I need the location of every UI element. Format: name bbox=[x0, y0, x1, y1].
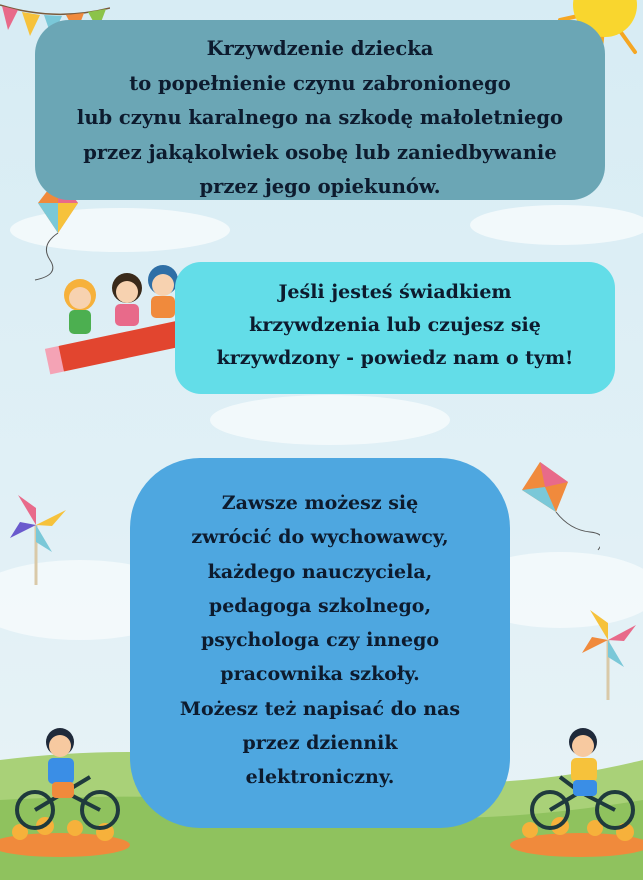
witness-line: krzywdzony - powiedz nam o tym! bbox=[216, 347, 574, 369]
definition-line: Krzywdzenie dziecka bbox=[206, 37, 434, 60]
pinwheel-icon bbox=[8, 490, 68, 585]
definition-line: lub czynu karalnego na szkodę małoletniego bbox=[76, 106, 564, 129]
contact-line: elektroniczny. bbox=[245, 766, 395, 789]
contact-panel bbox=[130, 458, 510, 828]
child-on-bike-illustration bbox=[10, 722, 125, 832]
pinwheel-icon bbox=[578, 605, 638, 700]
definition-panel bbox=[35, 20, 605, 200]
contact-line: zwrócić do wychowawcy, bbox=[191, 526, 449, 549]
contact-line: psychologa czy innego bbox=[200, 629, 440, 652]
definition-line: przez jego opiekunów. bbox=[199, 175, 441, 198]
witness-panel bbox=[175, 262, 615, 394]
witness-line: Jeśli jesteś świadkiem bbox=[278, 281, 512, 303]
kite-icon bbox=[510, 460, 600, 560]
contact-line: każdego nauczyciela, bbox=[207, 560, 433, 583]
contact-line: Możesz też napisać do nas bbox=[179, 697, 461, 720]
witness-line: krzywdzenia lub czujesz się bbox=[249, 314, 541, 336]
contact-line: pedagoga szkolnego, bbox=[208, 594, 432, 617]
contact-line: przez dziennik bbox=[242, 732, 398, 755]
contact-line: pracownika szkoły. bbox=[220, 663, 420, 686]
child-on-bike-illustration bbox=[525, 722, 640, 832]
definition-line: to popełnienie czynu zabronionego bbox=[129, 71, 511, 95]
contact-line: Zawsze możesz się bbox=[221, 492, 419, 514]
definition-line: przez jakąkolwiek osobę lub zaniedbywanie bbox=[83, 140, 557, 164]
